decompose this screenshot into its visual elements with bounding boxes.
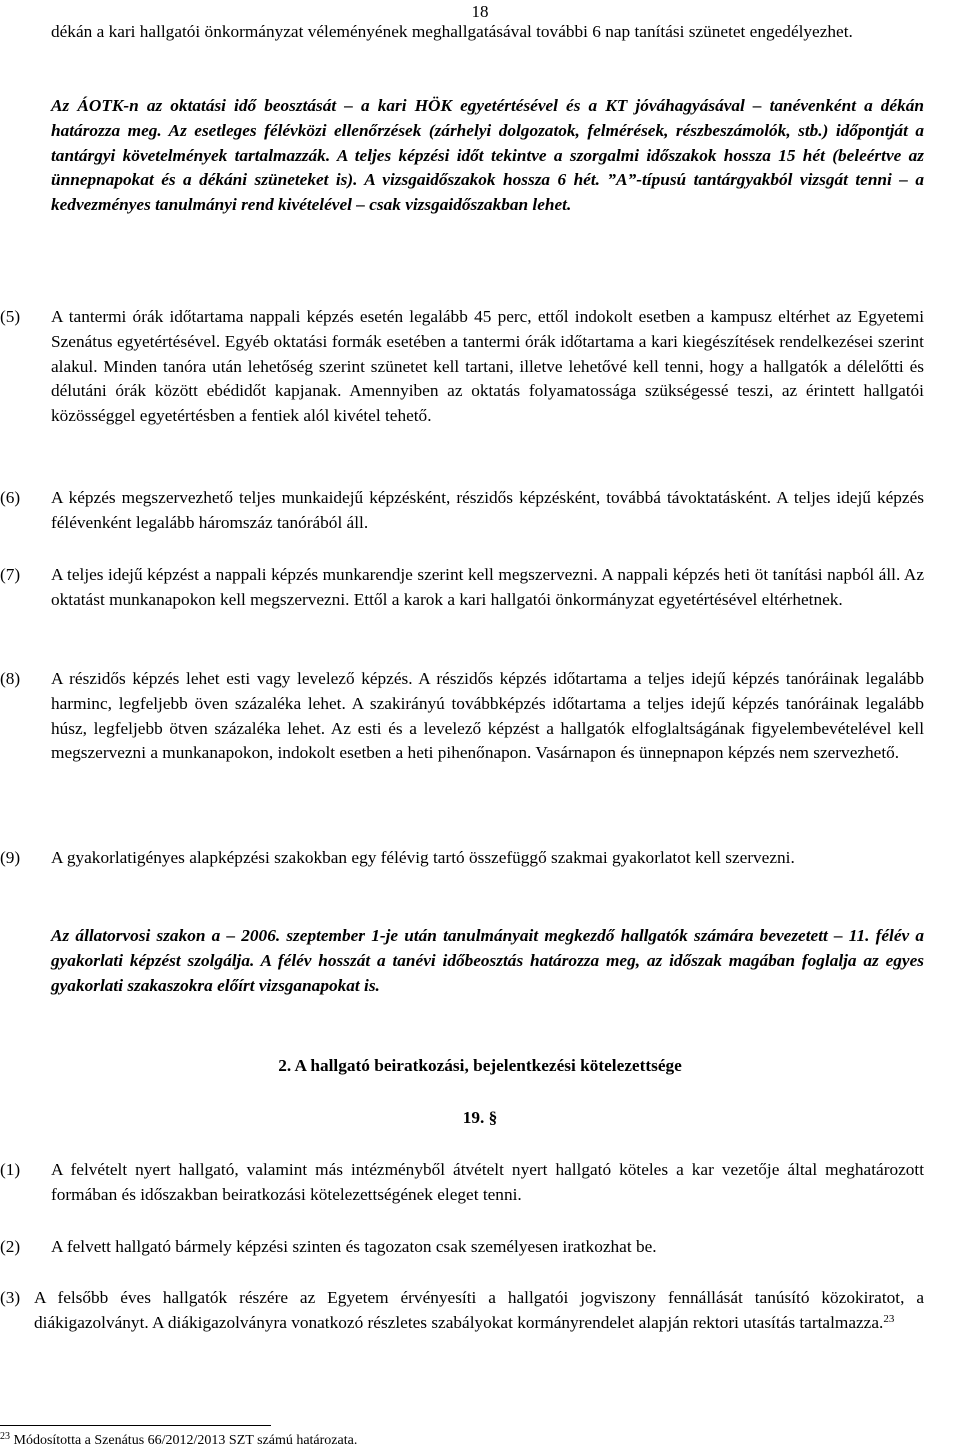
paragraph-text-wrapper: [34, 1286, 924, 1336]
paragraph-text: A teljes idejű képzést a nappali képzés munkarendje szerint kell megszervezni. A nappali képzés heti öt tanítási napból áll. Az oktatást munkanapokon kell megszervezni. Ettől a karok a kari hallgatói önkormányzat egyetértésével eltérhetnek.: [51, 565, 924, 609]
footnote: [0, 1432, 357, 1450]
paragraph-text: A felsőbb éves hallgatók részére az Egyetem érvényesíti a hallgatói jogviszony fennállását tanúsító közokiratot, a diákigazolványt. A diákigazolványra vonatkozó részletes szabályokat kormányrendelet alapján rektori utasítás tartalmazza.: [34, 1288, 924, 1332]
paragraph-text: A képzés megszervezhető teljes munkaidejű képzésként, részidős képzésként, továbbá távoktatásként. A teljes idejű képzés félévenként legalább háromszáz tanórából áll.: [51, 488, 924, 532]
footnote-text: Módosította a Szenátus 66/2012/2013 SZT számú határozata.: [13, 1433, 358, 1448]
paragraph-text: A felvett hallgató bármely képzési szinten és tagozaton csak személyesen iratkozhat be.: [51, 1237, 657, 1256]
paragraph-number: (3): [0, 1288, 21, 1307]
footnote-reference[interactable]: 23: [883, 1312, 895, 1325]
paragraph-number: (7): [0, 565, 21, 584]
italic-note-block-2: Az állatorvosi szakon a – 2006. szeptember 1-je után tanulmányait megkezdő hallgatók számára bevezetett – 11. félév a gyakorlati képzést szolgálja. A félév hosszát a tanévi időbeosztás határozza meg, az időszak magában foglalja az egyes gyakorlati szakaszokra előírt vizsganapokat is.: [51, 926, 924, 995]
footnote-divider: [0, 1425, 271, 1426]
paragraph-text: A felvételt nyert hallgató, valamint más intézményből átvételt nyert hallgató köteles a kar vezetője által meghatározott formában és időszakban beiratkozási kötelezettségének eleget tenni.: [51, 1160, 924, 1204]
paragraph-text: A tantermi órák időtartama nappali képzés esetén legalább 45 perc, ettől indokolt esetben a kampusz eltérhet az Egyetemi Szenátus egyetértésével. Egyéb oktatási formák esetében a tantermi órák időtartama a kari kiegészítések rendelkezései szerint alakul. Minden tanóra után lehetőség szerint szünetet kell tartani, illetve lehetővé kell tenni, hogy a hallgatók a délelőtti és délutáni órák között ebédidőt kapjanak. Amennyiben az oktatás folyamatossága szükségessé teszi, az érintett hallgatói közösséggel egyetértésben a fentiek alól kivétel tehető.: [51, 307, 924, 426]
intro-paragraph: dékán a kari hallgatói önkormányzat véleményének meghallgatásával további 6 nap tanítási szünetet engedélyezhet.: [51, 22, 853, 41]
paragraph-number: (2): [0, 1237, 21, 1256]
paragraph-number: (9): [0, 848, 21, 867]
paragraph-number: (1): [0, 1160, 21, 1179]
page-number: 18: [471, 2, 489, 21]
paragraph-text: A részidős képzés lehet esti vagy levelező képzés. A részidős képzés időtartama a teljes idejű képzés tanóráinak legalább harminc, legfeljebb öven százaléka lehet. A szakirányú továbbképzés időtartama a teljes idejű képzés tanóráinak legalább húsz, legfeljebb ötven százaléka lehet. Az esti és a levelező képzést a hallgatók elfoglaltságának figyelembevételével kell megszervezni a munkanapokon, indokolt esetben a heti pihenőnapon. Vasárnapon és ünnepnapon képzés nem szervezhető.: [51, 669, 924, 763]
paragraph-text: A gyakorlatigényes alapképzési szakokban egy félévig tartó összefüggő szakmai gyakorlatot kell szervezni.: [51, 848, 795, 867]
paragraph-number: (8): [0, 669, 21, 688]
paragraph-number: (6): [0, 488, 21, 507]
section-number: 19. §: [462, 1108, 498, 1127]
italic-note-block: Az ÁOTK-n az oktatási idő beosztását – a kari HÖK egyetértésével és a KT jóváhagyásával – tanévenként a dékán határozza meg. Az esetleges félévközi ellenőrzések (zárhelyi dolgozatok, felmérések, részbeszámolók, stb.) időpontját a tantárgyi követelmények tartalmazzák. A teljes képzési időt tekintve a szorgalmi időszakok hossza 15 hét (beleértve az ünnepnapokat és a dékáni szüneteket is). A vizsgaidőszakok hossza 6 hét. ”A”-típusú tantárgyakból vizsgát tenni – a kedvezményes tanulmányi rend kivételével – csak vizsgaidőszakban lehet.: [51, 96, 924, 215]
paragraph-number: (5): [0, 307, 21, 326]
section-heading: 2. A hallgató beiratkozási, bejelentkezési kötelezettsége: [278, 1056, 682, 1075]
footnote-number: 23: [0, 1431, 10, 1442]
